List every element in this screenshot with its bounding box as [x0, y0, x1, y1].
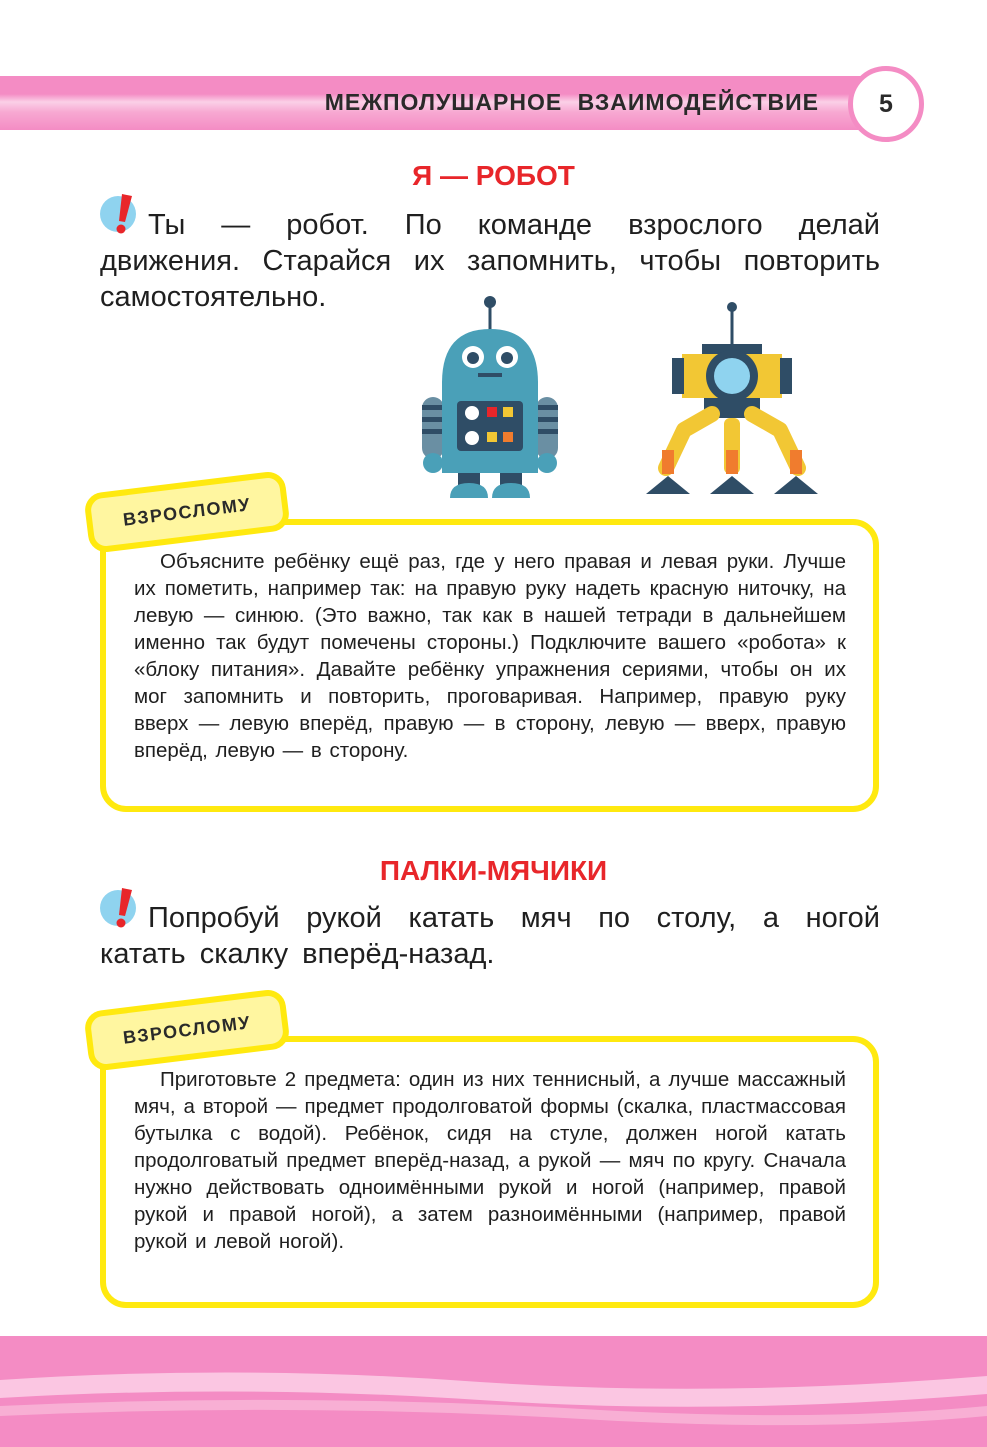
- instruction-robot-text: Ты — робот. По команде взрослого делай движения. Старайся их запомнить, чтобы повторить самостоятельно.: [100, 209, 880, 313]
- footer-wave-decoration: [0, 1336, 987, 1447]
- adult-badge-2-label: ВЗРОСЛОМУ: [121, 1011, 253, 1048]
- adult-note-2-text: Приготовьте 2 предмета: один из них теннисный, а лучше массажный мяч, а второй — предмет продолговатой формы (скалка, пластмассовая бутылка с водой). Ребёнок, сидя на стуле, должен ногой катать продолговатый предмет вперёд-назад, а рукой — мяч по кругу. Сначала нужно действовать одноимёнными рукой и ногой (например, правой рукой и правой ногой), а затем разноимёнными (например, правой рукой и левой ногой).: [134, 1068, 846, 1253]
- section-title-sticks-balls: ПАЛКИ-МЯЧИКИ: [379, 855, 608, 886]
- adult-badge-1-label: ВЗРОСЛОМУ: [121, 493, 253, 530]
- adult-note-2: [134, 1066, 846, 1255]
- yellow-robot-icon: [642, 300, 822, 498]
- adult-note-1-text: Объясните ребёнку ещё раз, где у него правая и левая руки. Лучше их пометить, например так: на правую руку надеть красную ниточку, на левую — синюю. (Это важно, так как в нашей тетради в дальнейшем именно так будут помечены стороны.) Подключите вашего «робота» к «блоку питания». Давайте ребёнку упражнения сериями, чтобы он их мог запомнить и повторить, проговаривая. Например, правую руку вверх — левую вперёд, правую — в сторону, левую — вверх, правую вперёд, левую — в сторону.: [134, 550, 846, 762]
- section-title-robot: Я — РОБОТ: [412, 160, 575, 191]
- page-number-label: 5: [879, 89, 893, 118]
- instruction-sticks-balls: [100, 900, 880, 972]
- instruction-sticks-balls-text: Попробуй рукой катать мяч по столу, а ногой катать скалку вперёд-назад.: [100, 902, 880, 970]
- blue-robot-icon: [420, 293, 560, 498]
- page-number: [848, 66, 924, 142]
- adult-note-1: [134, 548, 846, 764]
- running-header-title: МЕЖПОЛУШАРНОЕ ВЗАИМОДЕЙСТВИЕ: [324, 89, 819, 115]
- footer-band: [0, 1336, 987, 1447]
